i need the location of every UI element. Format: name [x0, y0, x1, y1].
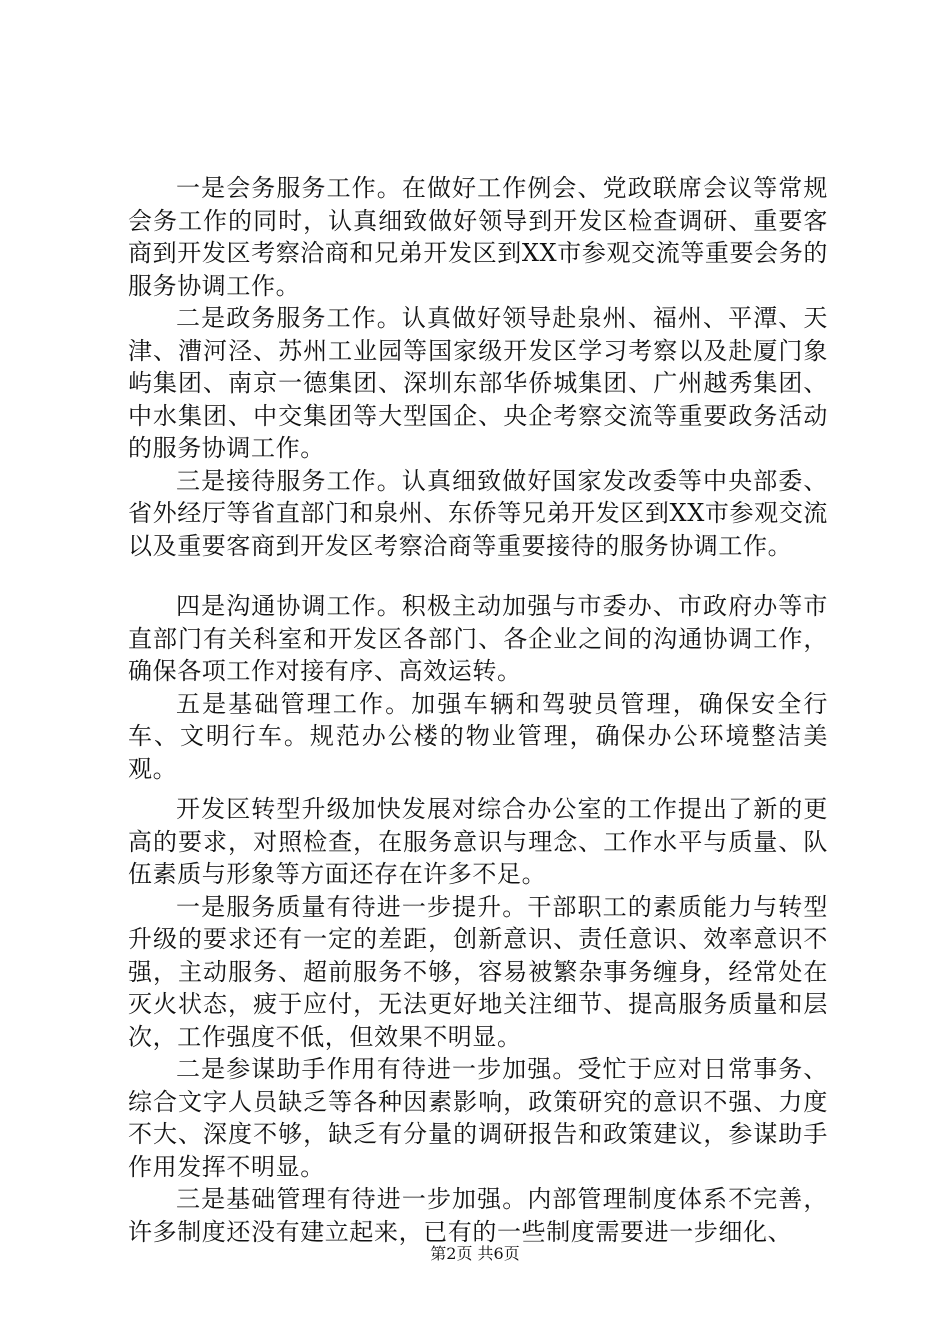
paragraph-meeting-service: 一是会务服务工作。在做好工作例会、党政联席会议等常规会务工作的同时，认真细致做好领导到开发区检查调研、重要客商到开发区考察洽商和兄弟开发区到XX市参观交流等重要会务的服务协调工作。	[128, 174, 828, 300]
document-body	[128, 172, 828, 1248]
paragraph-government-affairs: 二是政务服务工作。认真做好领导赴泉州、福州、平潭、天津、漕河泾、苏州工业园等国家级开发区学习考察以及赴厦门象屿集团、南京一德集团、深圳东部华侨城集团、广州越秀集团、中水集团、中交集团等大型国企、央企考察交流等重要政务活动的服务协调工作。	[128, 304, 828, 462]
paragraph-communication: 四是沟通协调工作。积极主动加强与市委办、市政府办等市直部门有关科室和开发区各部门、各企业之间的沟通协调工作，确保各项工作对接有序、高效运转。	[128, 592, 828, 685]
paragraph-reception-service: 三是接待服务工作。认真细致做好国家发改委等中央部委、省外经厅等省直部门和泉州、东侨等兄弟开发区到XX市参观交流以及重要客商到开发区考察洽商等重要接待的服务协调工作。	[128, 466, 828, 560]
page-number-footer: 第2页 共6页	[430, 1244, 520, 1263]
paragraph-advisory-role: 二是参谋助手作用有待进一步加强。受忙于应对日常事务、综合文字人员缺乏等各种因素影响，政策研究的意识不强、力度不大、深度不够，缺乏有分量的调研报告和政策建议，参谋助手作用发挥不明显。	[128, 1055, 828, 1181]
paragraph-basic-management: 五是基础管理工作。加强车辆和驾驶员管理，确保安全行车、文明行车。规范办公楼的物业管理，确保办公环境整洁美观。	[128, 689, 828, 783]
paragraph-shortcomings-intro: 开发区转型升级加快发展对综合办公室的工作提出了新的更高的要求，对照检查，在服务意识与理念、工作水平与质量、队伍素质与形象等方面还存在许多不足。	[128, 795, 828, 888]
paragraph-service-quality: 一是服务质量有待进一步提升。干部职工的素质能力与转型升级的要求还有一定的差距，创新意识、责任意识、效率意识不强，主动服务、超前服务不够，容易被繁杂事务缠身，经常处在灭火状态，疲于应付，无法更好地关注细节、提高服务质量和层次，工作强度不低，但效果不明显。	[128, 892, 828, 1051]
paragraph-management-system: 三是基础管理有待进一步加强。内部管理制度体系不完善，许多制度还没有建立起来，已有的一些制度需要进一步细化、	[128, 1185, 828, 1246]
